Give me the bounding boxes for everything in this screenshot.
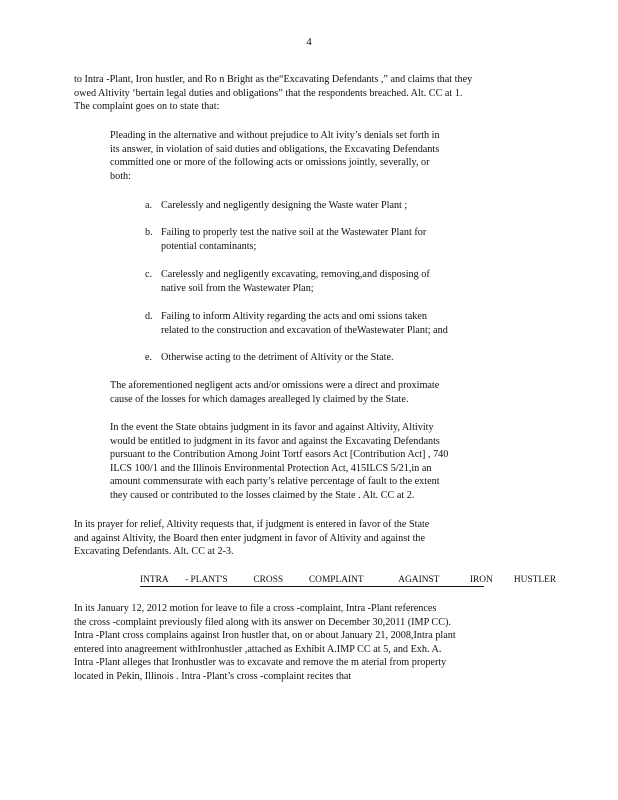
list-item-label: b. [145,227,153,238]
text-line: Otherwise acting to the detriment of Altivity or the State. [161,352,394,363]
text-line: they caused or contributed to the losses claimed by the State . Alt. CC at 2. [110,489,415,501]
text-line: entered into anagreement withIronhustler ,attached as Exhibit A.IMP CC at 5, and Exh. A. [74,643,442,655]
text-line: In the event the State obtains judgment in its favor and against Altivity, Altivity [110,422,434,433]
text-line: would be entitled to judgment in its favor and against the Excavating Defendants [110,435,440,447]
text-line: Carelessly and negligently excavating, removing,and disposing of [161,269,430,280]
list-item-label: e. [145,352,153,363]
text-line: and against Altivity, the Board then enter judgment in favor of Altivity and against the [74,532,426,544]
text-line: cause of the losses for which damages arealleged ly claimed by the State. [110,393,409,405]
heading-word: AGAINST [398,575,440,585]
quoted-cause-paragraph [110,379,500,406]
text-line: In its January 12, 2012 motion for leave to file a cross -complaint, Intra -Plant references [74,603,437,614]
text-line: Failing to properly test the native soil at the Wastewater Plant for [161,227,427,238]
list-item-label: a. [145,200,153,211]
list-item-label: c. [145,269,153,280]
text-line: native soil from the Wastewater Plan; [161,282,314,294]
text-line: to Intra -Plant, Iron hustler, and Ro n Bright as the“Excavating Defendants ,” and claims that they [74,74,473,85]
quoted-lead-paragraph [110,129,500,183]
heading-word: COMPLAINT [308,575,364,585]
text-line: potential contaminants; [161,240,257,252]
text-line: Excavating Defendants. Alt. CC at 2-3. [74,546,234,558]
text-line: Pleading in the alternative and without prejudice to Alt ivity’s denials set forth in [110,130,440,141]
text-line: ILCS 100/1 and the Illinois Environmental Protection Act, 415ILCS 5/21,in an [110,462,432,474]
quoted-judgment-paragraph [110,421,500,503]
text-line: its answer, in violation of said duties and obligations, the Excavating Defendants [110,143,440,155]
text-line: The aforementioned negligent acts and/or omissions were a direct and proximate [110,380,440,391]
text-line: committed one or more of the following acts or omissions jointly, severally, or [110,157,430,169]
text-line: pursuant to the Contribution Among Joint Tortf easors Act [Contribution Act] , 740 [110,449,449,461]
text-line: In its prayer for relief, Altivity requests that, if judgment is entered in favor of the State [74,519,430,530]
text-line: owed Altivity ‘bertain legal duties and obligations” that the respondents breached. Alt. CC at 1. [74,87,463,99]
cross-complaint-paragraph [74,602,534,684]
heading-word: INTRA [140,575,169,585]
list-item-label: d. [145,311,153,322]
text-line: the cross -complaint previously filed along with its answer on December 30,2011 (IMP CC). [74,616,451,628]
intro-paragraph [74,73,534,114]
text-line: located in Pekin, Illinois . Intra -Plant’s cross -complaint recites that [74,670,352,682]
text-line: amount commensurate with each party’s relative percentage of fault to the extent [110,476,440,488]
text-line: Carelessly and negligently designing the Waste water Plant ; [161,200,408,211]
text-line: Failing to inform Altivity regarding the acts and omi ssions taken [161,311,427,322]
page-number: 4 [306,36,312,48]
text-line: both: [110,170,131,182]
heading-word: HUSTLER [513,575,557,585]
text-line: The complaint goes on to state that: [74,101,220,113]
text-line: related to the construction and excavation of theWastewater Plant; and [161,324,448,336]
prayer-paragraph [74,518,534,559]
text-line: Intra -Plant alleges that Ironhustler was to excavate and remove the m aterial from property [74,657,447,669]
heading-word: CROSS [253,575,284,585]
section-heading [140,575,557,587]
heading-word: - PLANT'S [185,575,228,585]
heading-word: IRON [469,575,493,585]
text-line: Intra -Plant cross complains against Iron hustler that, on or about January 21, 2008,Intra plant [74,630,456,642]
